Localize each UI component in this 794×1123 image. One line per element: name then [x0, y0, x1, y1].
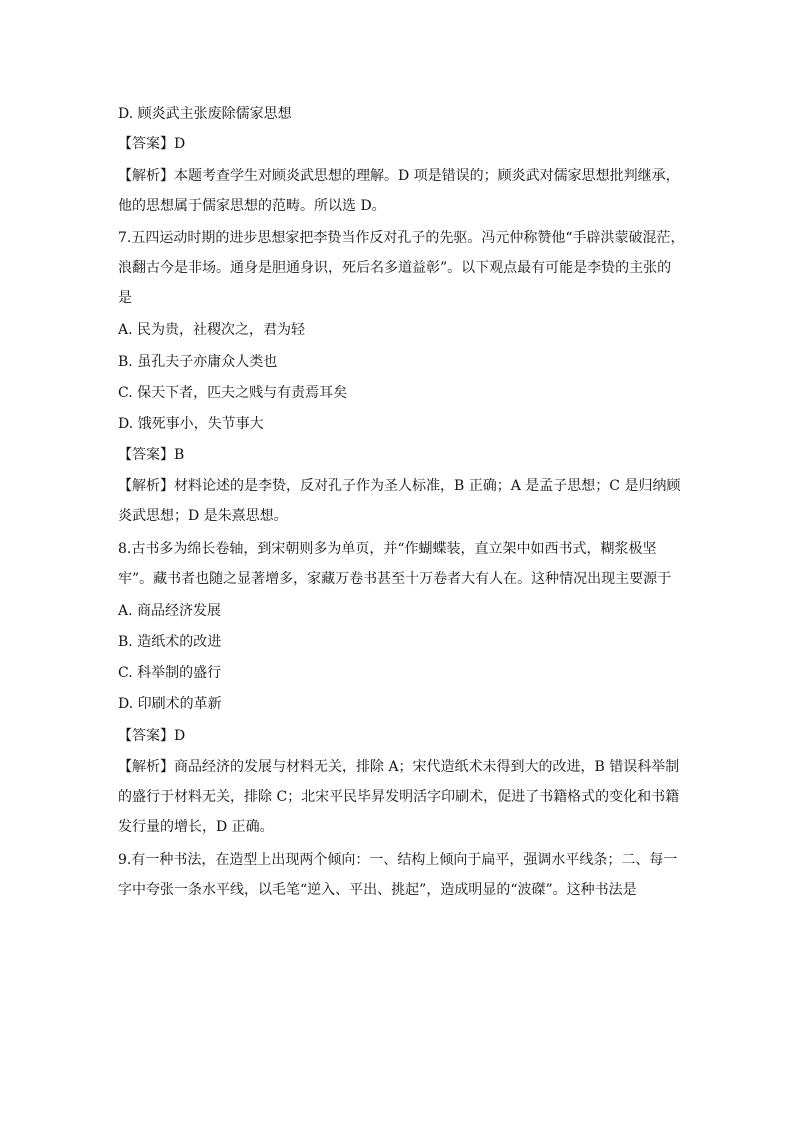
option-b-q7: B. 虽孔夫子亦庸众人类也 — [118, 354, 278, 370]
question-7-line1: 7.五四运动时期的进步思想家把李贽当作反对孔子的先驱。冯元仲称赞他“手辟洪蒙破混茫， — [118, 230, 685, 246]
explanation-q7-line1: 【解析】材料论述的是李贽，反对孔子作为圣人标准，B 正确；A 是孟子思想；C 是归纳顾 — [118, 478, 681, 494]
explanation-q8-line2: 的盛行于材料无关，排除 C；北宋平民毕昇发明活字印刷术，促进了书籍格式的变化和书籍 — [118, 789, 680, 805]
option-a-q8: A. 商品经济发展 — [118, 603, 222, 619]
answer-q6: 【答案】D — [118, 136, 186, 152]
answer-q8: 【答案】D — [118, 728, 186, 744]
answer-q7: 【答案】B — [118, 447, 185, 463]
option-d-q8: D. 印刷术的革新 — [118, 696, 222, 712]
option-a-q7: A. 民为贵，社稷次之，君为轻 — [118, 322, 306, 338]
explanation-q8-line3: 发行量的增长，D 正确。 — [118, 819, 274, 835]
explanation-q7-line2: 炎武思想；D 是朱熹思想。 — [118, 508, 288, 524]
option-c-q8: C. 科举制的盛行 — [118, 665, 222, 681]
option-b-q8: B. 造纸术的改进 — [118, 634, 222, 650]
question-8-line1: 8.古书多为绵长卷轴，到宋朝则多为单页，并“作蝴蝶装，直立架中如西书式，糊浆极坚 — [118, 541, 657, 557]
explanation-q6-line2: 他的思想属于儒家思想的范畴。所以选 D。 — [118, 198, 386, 214]
option-d-q7: D. 饿死事小，失节事大 — [118, 416, 264, 432]
question-9-line1: 9.有一种书法，在造型上出现两个倾向：一、结构上倾向于扁平，强调水平线条；二、每一 — [118, 852, 678, 868]
question-7-line3: 是 — [118, 290, 132, 306]
question-7-line2: 浪翻古今是非场。通身是胆通身识，死后名多道益彰”。以下观点最有可能是李贽的主张的 — [118, 260, 672, 276]
explanation-q8-line1: 【解析】商品经济的发展与材料无关，排除 A；宋代造纸术未得到大的改进，B 错误科举制 — [118, 759, 680, 775]
question-9-line2: 字中夸张一条水平线，以毛笔“逆入、平出、挑起”，造成明显的“波磔”。这种书法是 — [118, 882, 637, 898]
question-8-line2: 牢”。藏书者也随之显著增多，家藏万卷书甚至十万卷者大有人在。这种情况出现主要源于 — [118, 571, 672, 587]
option-d-q6: D. 顾炎武主张废除儒家思想 — [118, 106, 292, 122]
explanation-q6-line1: 【解析】本题考查学生对顾炎武思想的理解。D 项是错误的；顾炎武对儒家思想批判继承， — [118, 168, 680, 184]
option-c-q7: C. 保天下者，匹夫之贱与有责焉耳矣 — [118, 385, 348, 401]
